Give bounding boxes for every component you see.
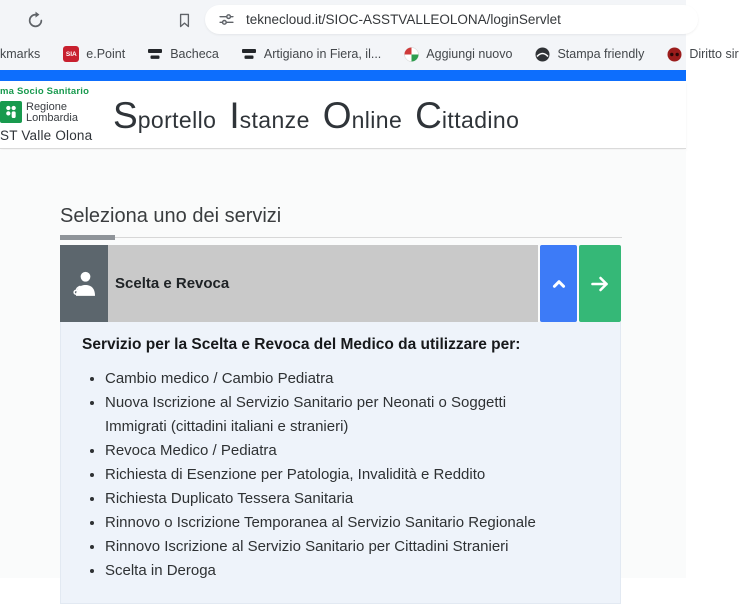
service-list-item: • Richiesta Duplicato Tessera Sanitaria: [105, 487, 552, 511]
services-heading: Seleziona uno dei servizi: [60, 205, 282, 227]
bookmark-icon: [176, 12, 193, 29]
heading-divider: [60, 237, 622, 238]
bookmark-item-epoint[interactable]: [63, 46, 125, 62]
service-list-item: • Scelta in Deroga: [105, 559, 552, 583]
reload-button[interactable]: [22, 7, 48, 33]
page-title: S portello I stanze O nline C ittadino: [113, 95, 520, 136]
sia-favicon-icon: SIA: [63, 46, 79, 62]
reload-icon: [26, 11, 45, 30]
service-icon-box: [60, 245, 108, 322]
red-badge-favicon-icon: [667, 47, 682, 62]
bookmark-item-stampa[interactable]: [535, 47, 644, 62]
bookmark-label: Bacheca: [170, 47, 219, 61]
service-list-item: • Richiesta di Esenzione per Patologia, Invalidità e Reddito: [105, 463, 552, 487]
bookmark-label: Stampa friendly: [557, 47, 645, 61]
bookmark-label: Artigiano in Fiera, il...: [263, 47, 382, 61]
bookmark-item-aggiungi[interactable]: [404, 47, 512, 62]
service-title: Scelta e Revoca: [115, 275, 230, 292]
asst-valle-olona-text: ST Valle Olona: [0, 128, 93, 143]
site-header: [0, 81, 686, 149]
chevron-up-icon: [548, 273, 570, 295]
service-panel-scelta-e-revoca: [60, 245, 621, 604]
browser-toolbar: [0, 0, 686, 38]
collapse-button[interactable]: [540, 245, 577, 322]
bookmark-label: e.Point: [86, 47, 126, 61]
globe-favicon-icon: [535, 47, 550, 62]
bookmarks-bar: [0, 38, 739, 70]
service-panel-header[interactable]: [60, 245, 621, 322]
bookmark-item-bacheca[interactable]: [148, 47, 219, 62]
main-content: [0, 150, 686, 578]
service-list-item: • Revoca Medico / Pediatra: [105, 439, 552, 463]
service-list-item: • Nuova Iscrizione al Servizio Sanitario per Neonati o Soggetti Immigrati (cittadini italiani e stranieri): [105, 391, 552, 439]
arrow-right-icon: [588, 272, 612, 296]
address-bar[interactable]: [205, 5, 698, 34]
regione-lombardia-text: Regione Lombardia: [26, 101, 78, 124]
lombardia-logo-icon: [0, 101, 22, 123]
pinwheel-favicon-icon: [404, 47, 419, 62]
service-list-item: • Cambio medico / Cambio Pediatra: [105, 367, 552, 391]
sistema-socio-sanitario-text: ma Socio Sanitario: [0, 86, 90, 97]
wordmark-favicon-icon: [148, 47, 163, 62]
service-intro: Servizio per la Scelta e Revoca del Medico da utilizzare per:: [82, 336, 521, 353]
wordmark-favicon-icon: [242, 47, 257, 62]
tune-icon[interactable]: [218, 11, 235, 28]
bookmark-item-artigiano[interactable]: [242, 47, 381, 62]
service-title-bar[interactable]: [108, 245, 538, 322]
top-accent-strip: [0, 70, 686, 81]
bookmark-item-bookmarks[interactable]: [0, 47, 40, 61]
service-list: [84, 367, 552, 583]
bookmark-item-diritto[interactable]: [667, 47, 738, 62]
doctor-icon: [69, 269, 99, 299]
service-panel-body: [60, 322, 621, 604]
regione-lombardia-logo[interactable]: [0, 86, 110, 143]
bookmark-button[interactable]: [172, 8, 196, 32]
browser-chrome: [0, 0, 739, 70]
bookmark-label: Diritto sir: [689, 47, 739, 61]
bookmark-label: kmarks: [0, 47, 41, 61]
url-text[interactable]: teknecloud.it/SIOC-ASSTVALLEOLONA/loginServlet: [246, 12, 561, 27]
bookmark-label: Aggiungi nuovo: [426, 47, 513, 61]
go-to-service-button[interactable]: [579, 245, 621, 322]
service-list-item: • Rinnovo o Iscrizione Temporanea al Servizio Sanitario Regionale: [105, 511, 552, 535]
service-list-item: • Rinnovo Iscrizione al Servizio Sanitario per Cittadini Stranieri: [105, 535, 552, 559]
